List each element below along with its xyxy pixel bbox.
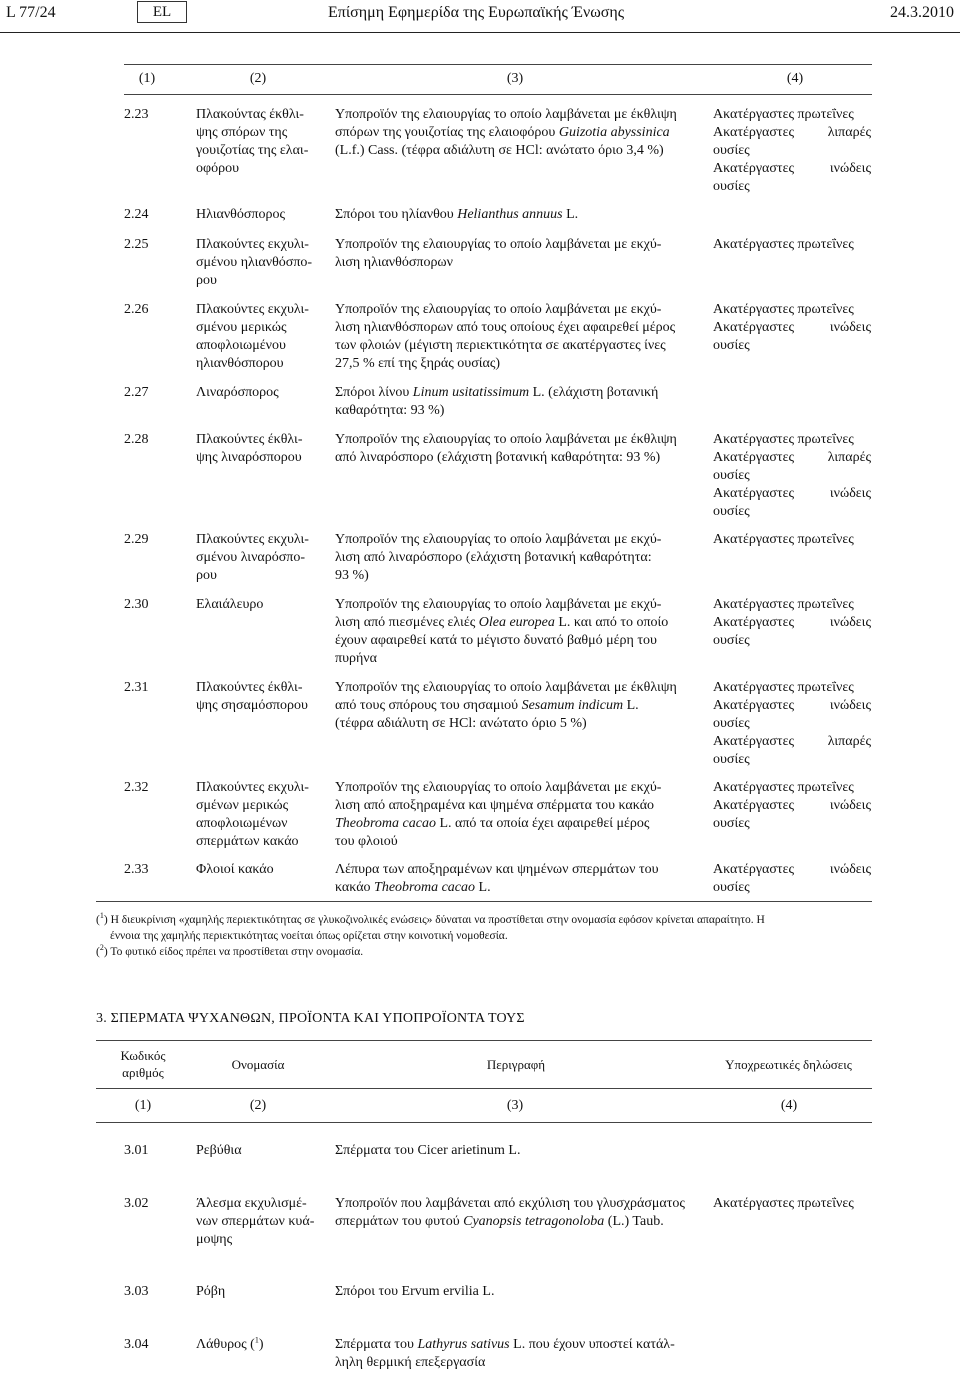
row-description: Υποπροϊόν της ελαιουργίας το οποίο λαμβάνεται με έκθλιψη σπόρων της γουιζοτίας της ελαιοφόρου Guizotia abyssinica (L.f.) Cass. (τέφρα αδιάλυτη σε HCl: ανώτατο όριο 3,4 %) — [335, 107, 677, 158]
row-name: Λιναρόσπορος — [196, 385, 279, 400]
row-description: Υποπροϊόν της ελαιουργίας το οποίο λαμβάνεται με εκχύ- λιση από λιναρόσπορο (ελάχιστη βοτανική καθαρότητα: 93 %) — [335, 532, 662, 583]
row-description: Σπέρματα του Cicer arietinum L. — [335, 1143, 521, 1158]
row-name: Ηλιανθόσπορος — [196, 207, 286, 222]
journal-title: Επίσημη Εφημερίδα της Ευρωπαϊκής Ένωσης — [328, 4, 625, 21]
header-name: Ονομασία — [231, 1057, 285, 1072]
col-number-3: (3) — [506, 71, 524, 86]
row-number: 2.32 — [124, 780, 149, 795]
page-header — [0, 4, 960, 26]
row-number: 2.27 — [124, 385, 149, 400]
row-name: Πλακούντες έκθλι- ψης σησαμόσπορου — [196, 680, 308, 713]
column-numbers-rule — [124, 94, 872, 95]
footnote-2: ($^2$) Το φυτικό είδος πρέπει να προστίθεται στην ονομασία. — [96, 943, 364, 958]
table2-top-rule — [96, 1040, 872, 1041]
col-number-2: (2) — [249, 71, 267, 86]
row-number: 3.03 — [124, 1284, 149, 1299]
row-obligations: Ακατέργαστες ινώδεις ουσίες — [713, 862, 871, 895]
header-description: Περιγραφή — [486, 1057, 546, 1072]
col-number-4: (4) — [786, 71, 804, 86]
row-obligations: Ακατέργαστες πρωτεΐνες Ακατέργαστες ινώδεις ουσίες Ακατέργαστες λιπαρές ουσίες — [713, 680, 871, 767]
row-obligations: Ακατέργαστες πρωτεΐνες — [713, 1196, 854, 1211]
col-number-1: (1) — [138, 71, 156, 86]
table2-header-rule — [96, 1088, 872, 1089]
footnote-1: ($^1$) Η διευκρίνιση «χαμηλής περιεκτικότητας σε γλυκοζινολικές ενώσεις» δύναται να προστίθεται στην ονομασία εφόσον κρίνεται απαραίτητο. Η έννοια της χαμηλής περιεκτικότητας νοείται όπως ορίζεται στην κοινοτική νομοθεσία. — [96, 911, 765, 942]
row-number: 2.28 — [124, 432, 149, 447]
row-name: Πλακούντες εκχυλι- σμένου μερικώς αποφλοιωμένου ηλιανθόσπορου — [196, 302, 309, 371]
row-description: Υποπροϊόν της ελαιουργίας το οποίο λαμβάνεται με εκχύ- λιση από αποξηραμένα και ψημένα σπέρματα του κακάο Theobroma cacao L. από τα οποία έχει αφαιρεθεί μέρος του φλοιού — [335, 780, 662, 849]
row-number: 2.23 — [124, 107, 149, 122]
row-obligations: Ακατέργαστες πρωτεΐνες Ακατέργαστες ινώδεις ουσίες — [713, 780, 871, 831]
row-obligations: Ακατέργαστες πρωτεΐνες Ακατέργαστες ινώδεις ουσίες — [713, 302, 871, 353]
row-description: Σπέρματα του Lathyrus sativus L. που έχουν υποστεί κατάλ- ληλη θερμική επεξεργασία — [335, 1337, 675, 1370]
row-name: Πλακούντες εκχυλι- σμένου ηλιανθόσπο- ρου — [196, 237, 313, 288]
row-description: Υποπροϊόν της ελαιουργίας το οποίο λαμβάνεται με εκχύ- λιση ηλιανθόσπορων — [335, 237, 662, 270]
language-badge: EL — [137, 1, 187, 23]
row-name: Άλεσμα εκχυλισμέ- νων σπερμάτων κυά- μοψης — [196, 1196, 315, 1247]
row-number: 2.29 — [124, 532, 149, 547]
header-rule — [0, 32, 960, 33]
row-number: 2.30 — [124, 597, 149, 612]
page-reference: L 77/24 — [6, 4, 56, 21]
row-description: Υποπροϊόν της ελαιουργίας το οποίο λαμβάνεται με έκθλιψη από λιναρόσπορο (ελάχιστη βοτανική καθαρότητα: 93 %) — [335, 432, 677, 465]
row-obligations: Ακατέργαστες πρωτεΐνες Ακατέργαστες ινώδεις ουσίες — [713, 597, 871, 648]
row-name: Φλοιοί κακάο — [196, 862, 274, 877]
row-number: 3.04 — [124, 1337, 149, 1352]
row-description: Υποπροϊόν της ελαιουργίας το οποίο λαμβάνεται με εκχύ- λιση από πιεσμένες ελιές Olea europea L. και από το οποίο έχουν αφαιρεθεί κατά το μέγιστο δυνατό βαθμό μέρη του πυρήνα — [335, 597, 669, 666]
row-number: 2.26 — [124, 302, 149, 317]
section-title: 3. ΣΠΕΡΜΑΤΑ ΨΥΧΑΝΘΩΝ, ΠΡΟΪΟΝΤΑ ΚΑΙ ΥΠΟΠΡΟΪΟΝΤΑ ΤΟΥΣ — [96, 1011, 525, 1026]
row-description: Σπόροι του Ervum ervilia L. — [335, 1284, 495, 1299]
row-description: Λέπυρα των αποξηραμένων και ψημένων σπερμάτων του κακάο Theobroma cacao L. — [335, 862, 659, 895]
row-description: Υποπροϊόν που λαμβάνεται από εκχύλιση του γλυσχράσματος σπερμάτων του φυτού Cyanopsis tetragonoloba (L.) Taub. — [335, 1196, 685, 1229]
row-obligations: Ακατέργαστες πρωτεΐνες — [713, 237, 854, 252]
header-code: Κωδικός αριθμός — [120, 1048, 166, 1080]
page: L 77/24 EL Επίσημη Εφημερίδα της Ευρωπαϊκής Ένωσης 24.3.2010 (1) (2) (3) (4) 2.23 Πλακούντας έκθλι- ψης σπόρων της γουιζοτίας της ελαι- οφόρου Υποπροϊόν της ελαιουργίας το οποίο λαμβάνεται με έκθλιψη σπόρων της γουιζοτίας της ελαιοφόρου Guizotia abyssinica (L.f.) Cass. (τέφρα αδιάλυτη σε HCl: ανώτατο όριο 3,4 %) Ακατέργαστες πρωτεΐνες Ακατέργαστες λιπαρές ουσίες Ακατέργαστες ινώδεις ουσίες 2.24 Ηλιανθόσπορος Σπόροι του ηλίανθου Helianthus annuus L. 2.25 Πλακούντες εκχυλι- σμένου ηλιανθόσπο- ρου Υποπροϊόν της ελαιουργίας το οποίο λαμβάνεται με εκχύ- λιση ηλιανθόσπορων Ακατέργαστες πρωτεΐνες 2.26 Πλακούντες εκχυλι- σμένου μερικώς αποφλοιωμένου ηλιανθόσπορου Υποπροϊόν της ελαιουργίας το οποίο λαμβάνεται με εκχύ- λιση ηλιανθόσπορων από τους οποίους έχει αφαιρεθεί μέρος των φλοιών (μέγιστη περιεκτικότητα σε ακατέργαστες ίνες 27,5 % επί της ξηράς ουσίας) Ακατέργαστες πρωτεΐνες Ακατέργαστες ινώδεις ουσίες 2.27 Λιναρόσπορος Σπόροι λίνου Linum usitatissimum L. (ελάχιστη βοτανική καθαρότητα: 93 %) 2.28 Πλακούντες έκθλι- ψης λιναρόσπορου Υποπροϊόν της ελαιουργίας το οποίο λαμβάνεται με έκθλιψη από λιναρόσπορο (ελάχιστη βοτανική καθαρότητα: 93 %) Ακατέργαστες πρωτεΐνες Ακατέργαστες λιπαρές ουσίες Ακατέργαστες ινώδεις ουσίες 2.29 Πλακούντες εκχυλι- σμένου λιναρόσπο- ρου Υποπροϊόν της ελαιουργίας το οποίο λαμβάνεται με εκχύ- λιση από λιναρόσπορο (ελάχιστη βοτανική καθαρότητα: 93 %) Ακατέργαστες πρωτεΐνες 2.30 Ελαιάλευρο Υποπροϊόν της ελαιουργίας το οποίο λαμβάνεται με εκχύ- λιση από πιεσμένες ελιές Olea europea L. και από το οποίο έχουν αφαιρεθεί κατά το μέγιστο δυνατό βαθμό μέρη του πυρήνα Ακατέργαστες πρωτεΐνες Ακατέργαστες ινώδεις ουσίες 2.31 Πλακούντες έκθλι- ψης σησαμόσπορου Υποπροϊόν της ελαιουργίας το οποίο λαμβάνεται με έκθλιψη από τους σπόρους του σησαμιού Sesamum indicum L. (τέφρα αδιάλυτη σε HCl: ανώτατο όριο 5 %) Ακατέργαστες πρωτεΐνες Ακατέργαστες ινώδεις ουσίες Ακατέργαστες λιπαρές ουσίες 2.32 Πλακούντες εκχυλι- σμένων μερικώς αποφλοιωμένων σπερμάτων κακάο Υποπροϊόν της ελαιουργίας το οποίο λαμβάνεται με εκχύ- λιση από αποξηραμένα και ψημένα σπέρματα του κακάο Theobroma cacao L. από τα οποία έχει αφαιρεθεί μέρος του φλοιού Ακατέργαστες πρωτεΐνες Ακατέργαστες ινώδεις ουσίες 2.33 Φλοιοί κακάο Λέπυρα των αποξηραμένων και ψημένων σπερμάτων του κακάο Theobroma cacao L. Ακατέργαστες ινώδεις ουσίες ($^1$) Η διευκρίνιση «χαμηλής περιεκτικότητας σε γλυκοζινολικές ενώσεις» δύναται να προστίθεται στην ονομασία εφόσον κρίνεται απαραίτητο. Η έννοια της χαμηλής περιεκτικότητας νοείται όπως ορίζεται στην κοινοτική νομοθεσία. ($^2$) Το φυτικό είδος πρέπει να προστίθεται στην ονομασία. 3. ΣΠΕΡΜΑΤΑ ΨΥΧΑΝΘΩΝ, ΠΡΟΪΟΝΤΑ ΚΑΙ ΥΠΟΠΡΟΪΟΝΤΑ ΤΟΥΣ Κωδικός αριθμός Ονομασία Περιγραφή Υποχρεωτικές δηλώσεις (1) (2) (3) (4) 3.01 Ρεβύθια Σπέρματα του Cicer arietinum L. 3.02 Άλεσμα εκχυλισμέ- νων σπερμάτων κυά- μοψης Υποπροϊόν που λαμβάνεται από εκχύλιση του γλυσχράσματος σπερμάτων του φυτού Cyanopsis tetragonoloba (L.) Taub. Ακατέργαστες πρωτεΐνες 3.03 Ρόβη Σπόροι του Ervum ervilia L. 3.04 Λάθυρος ($^1$) Σπέρματα του Lathyrus sativus L. που έχουν υποστεί κατάλ- ληλη θερμική επεξεργασία — [0, 0, 960, 1386]
issue-date: 24.3.2010 — [890, 4, 954, 21]
row-name: Πλακούντες εκχυλι- σμένου λιναρόσπο- ρου — [196, 532, 309, 583]
row-description: Υποπροϊόν της ελαιουργίας το οποίο λαμβάνεται με έκθλιψη από τους σπόρους του σησαμιού Sesamum indicum L. (τέφρα αδιάλυτη σε HCl: ανώτατο όριο 5 %) — [335, 680, 677, 731]
row-name: Ρεβύθια — [196, 1143, 242, 1158]
table2-colnum-rule — [96, 1122, 872, 1123]
row-name: Λάθυρος ($^1$) — [196, 1335, 264, 1352]
table-top-rule — [124, 64, 872, 65]
row-name: Πλακούντες εκχυλι- σμένων μερικώς αποφλοιωμένων σπερμάτων κακάο — [196, 780, 309, 849]
row-number: 3.01 — [124, 1143, 149, 1158]
header-obligations: Υποχρεωτικές δηλώσεις — [725, 1057, 852, 1072]
row-number: 2.25 — [124, 237, 149, 252]
row-name: Ρόβη — [196, 1284, 226, 1299]
row-number: 3.02 — [124, 1196, 149, 1211]
row-obligations: Ακατέργαστες πρωτεΐνες Ακατέργαστες λιπαρές ουσίες Ακατέργαστες ινώδεις ουσίες — [713, 107, 871, 194]
row-description: Σπόροι του ηλίανθου Helianthus annuus L. — [335, 207, 579, 222]
row-obligations: Ακατέργαστες πρωτεΐνες Ακατέργαστες λιπαρές ουσίες Ακατέργαστες ινώδεις ουσίες — [713, 432, 871, 519]
row-description: Υποπροϊόν της ελαιουργίας το οποίο λαμβάνεται με εκχύ- λιση ηλιανθόσπορων από τους οποίους έχει αφαιρεθεί μέρος των φλοιών (μέγιστη περιεκτικότητα σε ακατέργαστες ίνες 27,5 % επί της ξηράς ουσίας) — [335, 302, 676, 371]
row-number: 2.33 — [124, 862, 149, 877]
row-name: Πλακούντας έκθλι- ψης σπόρων της γουιζοτίας της ελαι- οφόρου — [196, 107, 309, 176]
row-name: Πλακούντες έκθλι- ψης λιναρόσπορου — [196, 432, 303, 465]
row-obligations: Ακατέργαστες πρωτεΐνες — [713, 532, 854, 547]
row-name: Ελαιάλευρο — [196, 597, 264, 612]
row-description: Σπόροι λίνου Linum usitatissimum L. (ελάχιστη βοτανική καθαρότητα: 93 %) — [335, 385, 659, 418]
row-number: 2.31 — [124, 680, 149, 695]
table-bottom-rule — [96, 901, 872, 902]
row-number: 2.24 — [124, 207, 149, 222]
